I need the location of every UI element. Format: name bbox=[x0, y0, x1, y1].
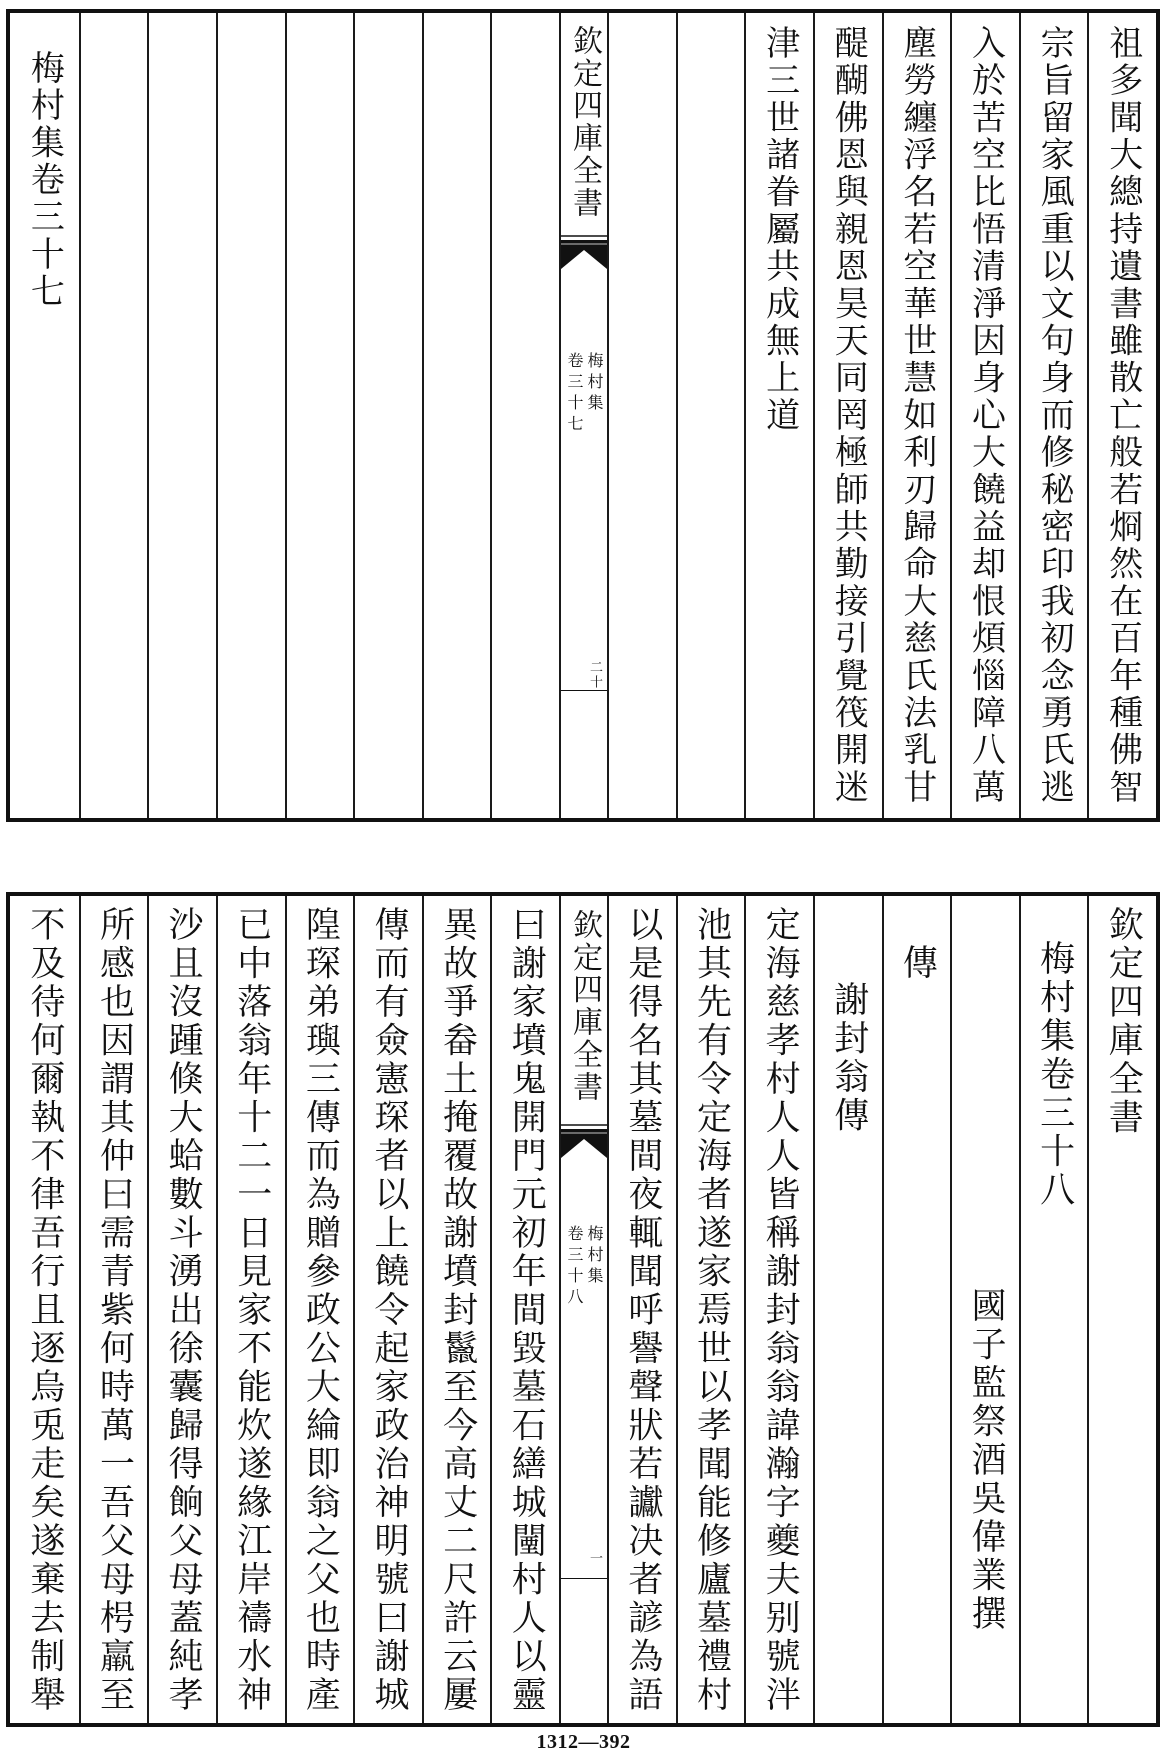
page-reference: 1312—392 bbox=[536, 1731, 631, 1753]
top-left-column-7-empty bbox=[79, 13, 148, 818]
top-left-column-1-empty bbox=[490, 13, 559, 818]
bottom-right-column-3 bbox=[950, 896, 1019, 1723]
top-left-column-5-empty bbox=[216, 13, 285, 818]
top-right-column-1 bbox=[1087, 13, 1156, 818]
top-right-column-6 bbox=[744, 13, 813, 818]
text-column: 傳而有僉憲琛者以上饒令起家政治神明號曰謝城 bbox=[368, 906, 409, 1715]
bottom-right-column-2 bbox=[1019, 896, 1088, 1723]
text-column: 入於苦空比悟清淨因身心大饒益却恨煩惱障八萬 bbox=[965, 25, 1006, 807]
text-column: 塵勞纏浮名若空華世慧如利刃歸命大慈氏法乳甘 bbox=[896, 25, 937, 807]
bottom-left-column-8 bbox=[10, 896, 79, 1723]
margin-rule bbox=[561, 690, 607, 691]
top-right-column-4 bbox=[882, 13, 951, 818]
bottom-left-column-7 bbox=[79, 896, 148, 1723]
text-column: 已中落翁年十二一日見家不能炊遂緣江岸禱水神 bbox=[231, 906, 272, 1715]
text-column: 隍琛弟璵三傳而為贈參政公大綸即翁之父也時產 bbox=[300, 906, 341, 1715]
bottom-left-column-6 bbox=[147, 896, 216, 1723]
top-left-column-4-empty bbox=[285, 13, 354, 818]
top-leaf bbox=[6, 9, 1160, 822]
top-right-column-3 bbox=[950, 13, 1019, 818]
margin-volume: 卷三十八 bbox=[565, 1225, 584, 1309]
bottom-left-column-3 bbox=[353, 896, 422, 1723]
margin-book-title: 梅村集 bbox=[585, 352, 604, 415]
top-right-column-7-empty bbox=[676, 13, 745, 818]
text-column: 醍醐佛恩與親恩昊天同罔極師共勤接引覺筏開迷 bbox=[828, 25, 869, 807]
fish-tail-ornament bbox=[561, 235, 607, 271]
author-line: 國子監祭酒吳偉業撰 bbox=[965, 1287, 1006, 1634]
bottom-leaf-column-grid bbox=[10, 896, 1156, 1723]
margin-rule bbox=[561, 1578, 607, 1579]
text-column: 不及待何爾執不律吾行且逐烏兎走矣遂棄去制舉 bbox=[24, 906, 65, 1715]
genre-heading: 傳 bbox=[897, 944, 938, 983]
top-left-column-6-empty bbox=[147, 13, 216, 818]
bottom-right-column-5 bbox=[813, 896, 882, 1723]
margin-volume: 卷三十七 bbox=[565, 352, 584, 436]
bottom-right-column-8 bbox=[607, 896, 676, 1723]
margin-series-title: 欽定四庫全書 bbox=[567, 25, 602, 220]
text-column: 異故爭畚土掩覆故謝墳封鬣至今高丈二尺許云屢 bbox=[437, 906, 478, 1715]
bottom-leaf bbox=[6, 892, 1160, 1727]
text-column: 宗旨留家風重以文句身而修秘密印我初念勇氏逃 bbox=[1034, 25, 1075, 807]
top-left-column-2-empty bbox=[422, 13, 491, 818]
text-column: 定海慈孝村人人皆稱謝封翁翁諱瀚字夔夫别號泮 bbox=[760, 906, 801, 1715]
bottom-left-column-1 bbox=[490, 896, 559, 1723]
text-column: 池其先有令定海者遂家焉世以孝聞能修廬墓禮村 bbox=[691, 906, 732, 1715]
fish-tail-ornament bbox=[561, 1124, 607, 1160]
bottom-left-column-5 bbox=[216, 896, 285, 1723]
volume-end-title: 梅村集卷三十七 bbox=[24, 50, 65, 311]
text-column: 津三世諸眷屬共成無上道 bbox=[759, 25, 800, 435]
text-column: 以是得名其墓間夜輒聞呼譽聲狀若讞决者諺為語 bbox=[622, 906, 663, 1715]
top-left-column-3-empty bbox=[353, 13, 422, 818]
top-right-column-5 bbox=[813, 13, 882, 818]
bottom-left-column-4 bbox=[285, 896, 354, 1723]
top-left-column-8 bbox=[10, 13, 79, 818]
bottom-right-column-1 bbox=[1087, 896, 1156, 1723]
series-title: 欽定四庫全書 bbox=[1103, 906, 1144, 1137]
top-right-column-8-empty bbox=[607, 13, 676, 818]
margin-leaf-number: 二十 bbox=[587, 660, 602, 690]
margin-leaf-number: 一 bbox=[587, 1551, 602, 1566]
bottom-right-column-4 bbox=[882, 896, 951, 1723]
top-leaf-column-grid bbox=[10, 13, 1156, 818]
top-right-column-2 bbox=[1019, 13, 1088, 818]
volume-title: 梅村集卷三十八 bbox=[1034, 940, 1075, 1210]
text-column: 沙且沒踵倏大蛤數斗湧出徐囊歸得餉父母蓋純孝 bbox=[163, 906, 204, 1715]
top-center-strip bbox=[559, 13, 607, 818]
bottom-right-column-6 bbox=[744, 896, 813, 1723]
text-column: 曰謝家墳鬼開門元初年間毀墓石繕城闉村人以靈 bbox=[506, 906, 547, 1715]
bottom-right-column-7 bbox=[676, 896, 745, 1723]
piece-title: 謝封翁傳 bbox=[828, 981, 869, 1135]
margin-series-title: 欽定四庫全書 bbox=[567, 909, 602, 1104]
bottom-center-strip bbox=[559, 896, 607, 1723]
text-column: 祖多聞大總持遺書雖散亡般若烱然在百年種佛智 bbox=[1102, 25, 1143, 807]
margin-book-title: 梅村集 bbox=[585, 1225, 604, 1288]
bottom-left-column-2 bbox=[422, 896, 491, 1723]
text-column: 所感也因謂其仲曰需青紫何時萬一吾父母枵羸至 bbox=[94, 906, 135, 1715]
